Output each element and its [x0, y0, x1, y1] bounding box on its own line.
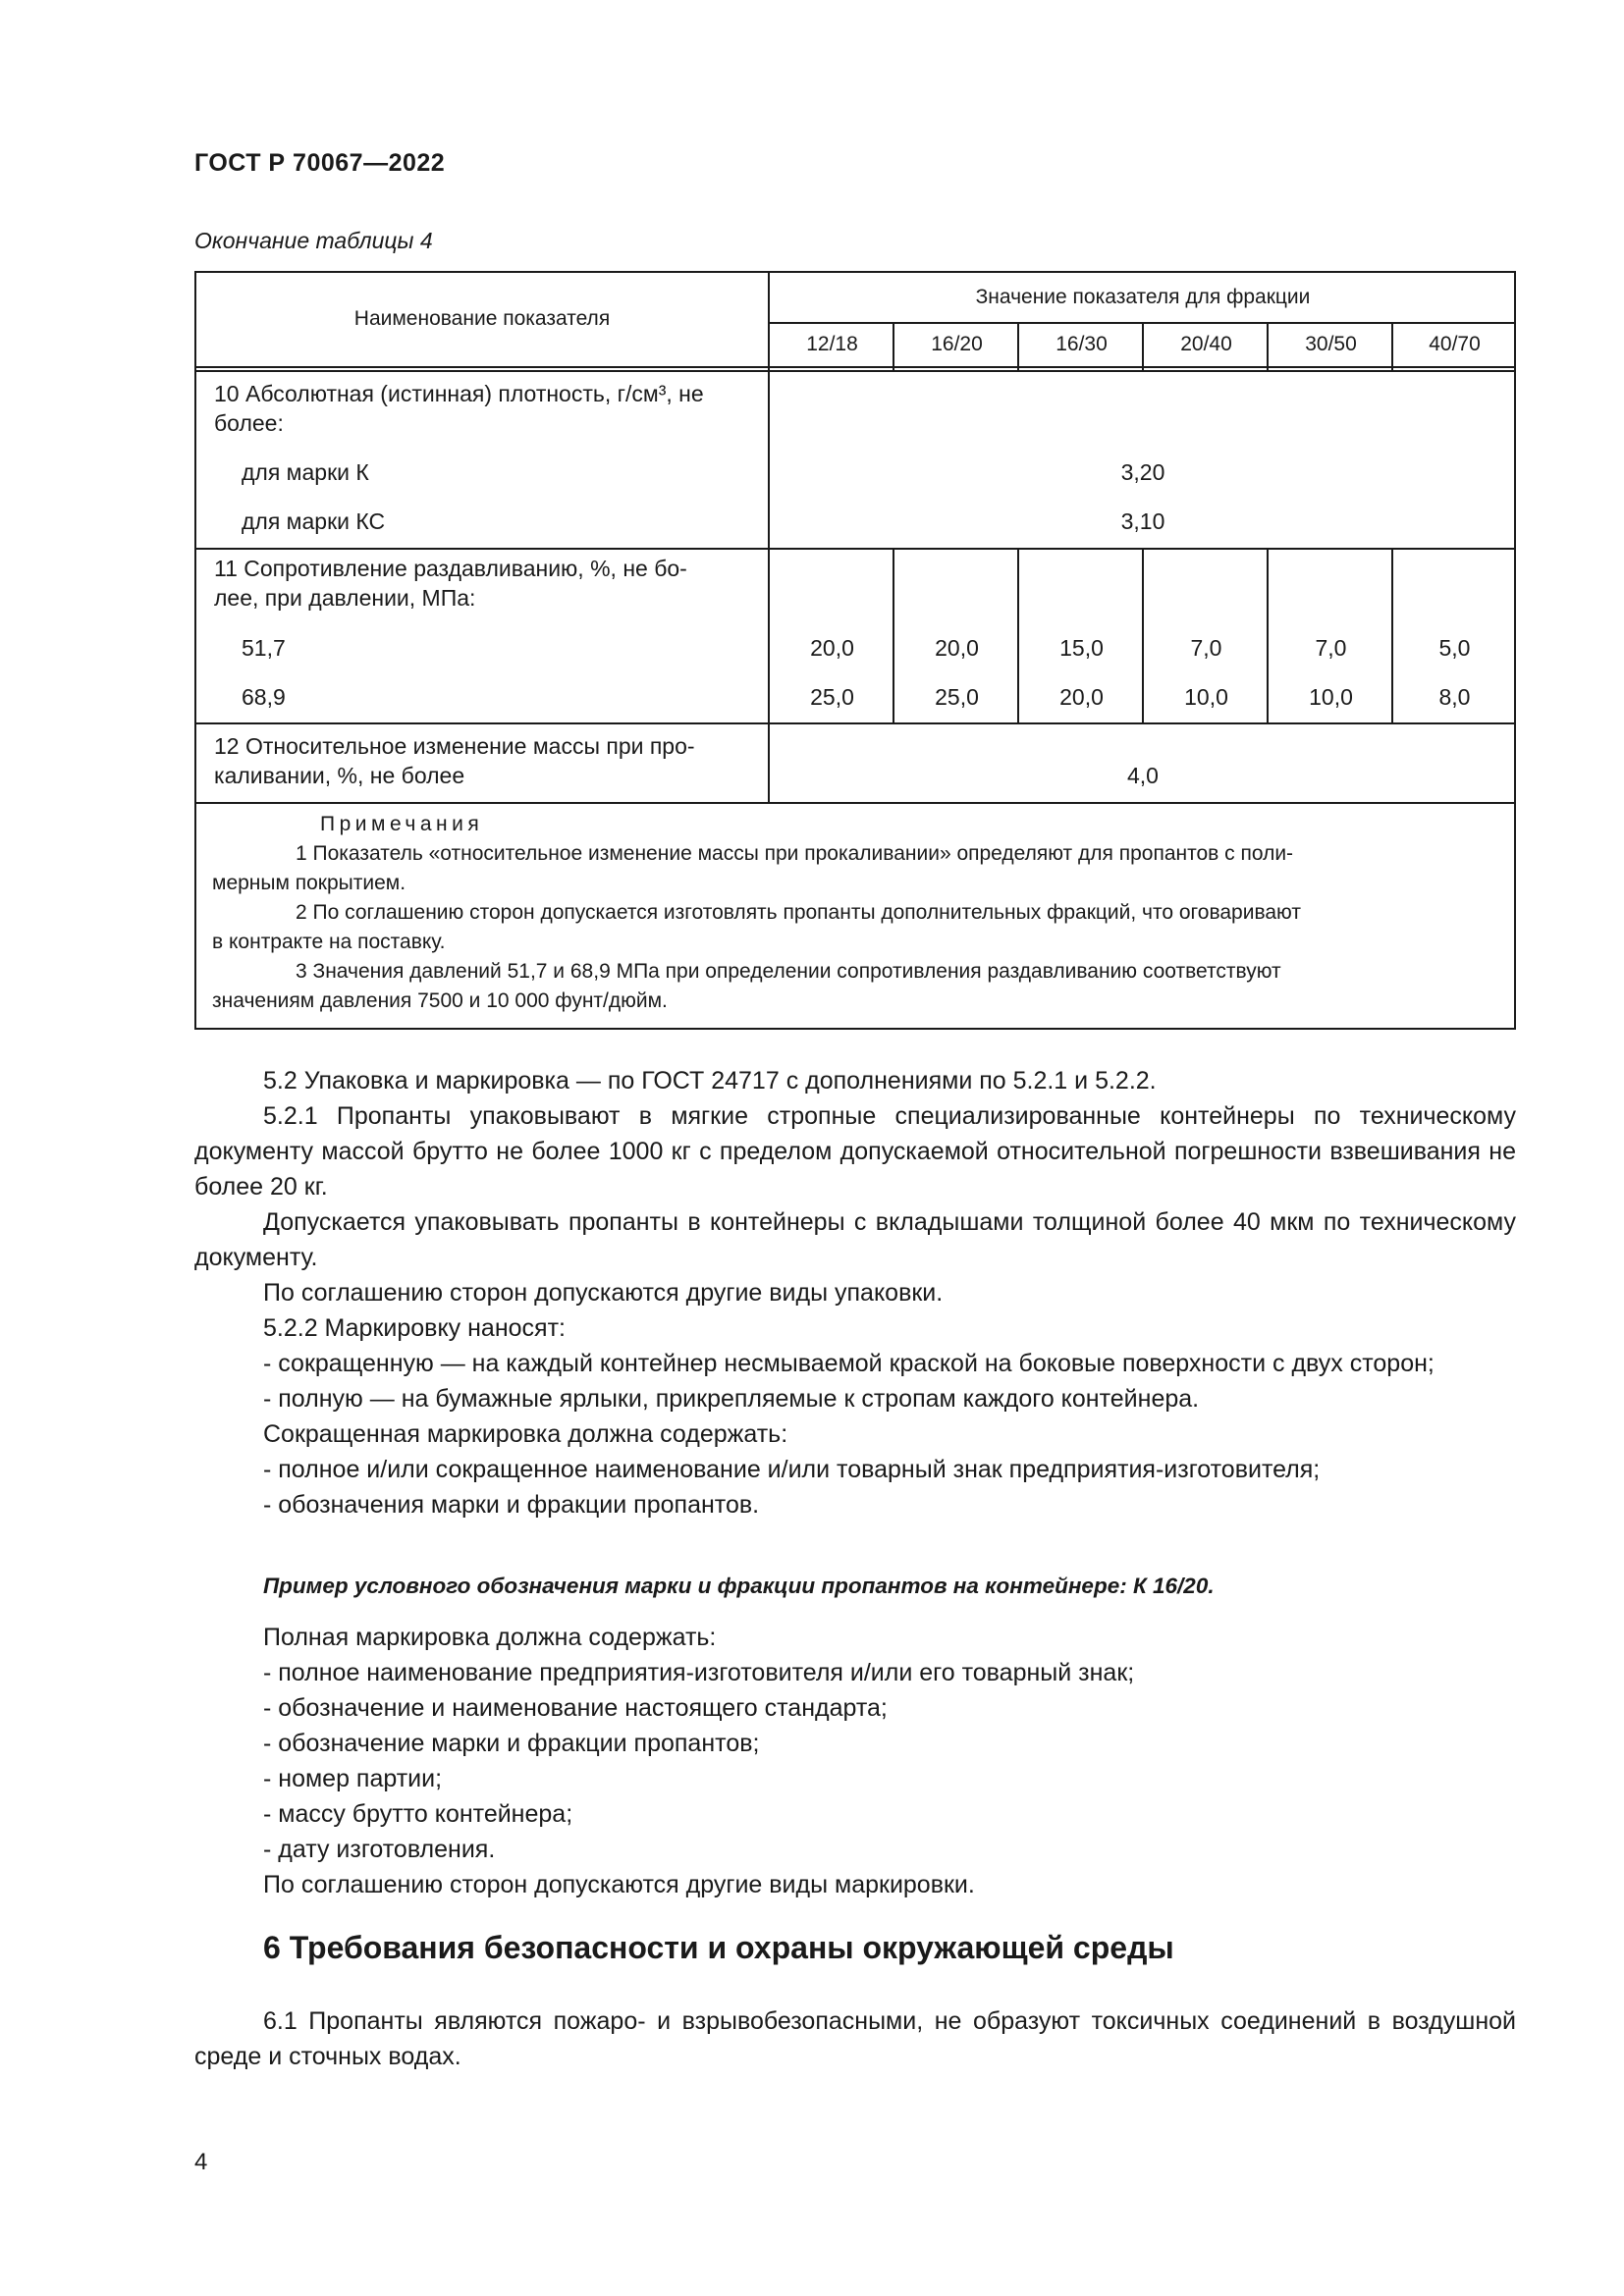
table-cell: 8,0 [1438, 684, 1471, 710]
row11-sub-label: 51,7 [242, 635, 286, 661]
fraction-header: 40/70 [1429, 333, 1481, 355]
table-cell: 20,0 [1059, 684, 1104, 710]
table-notes [212, 810, 1498, 1016]
row10-sub-value: 3,10 [1120, 508, 1165, 534]
column-header-values: Значение показателя для фракции [975, 286, 1311, 308]
table-cell: 25,0 [810, 684, 854, 710]
document-code: ГОСТ Р 70067—2022 [194, 149, 446, 177]
table-cell: 7,0 [1315, 635, 1347, 661]
row12-label-line2: каливании, %, не более [214, 763, 465, 788]
example-text: Пример условного обозначения марки и фракции пропантов на контейнере: К 16/20. [263, 1574, 1215, 1598]
list-item: - сокращенную — на каждый контейнер несмываемой краской на боковые поверхности с двух сторон; [263, 1350, 1435, 1377]
row12-label-line1: 12 Относительное изменение массы при про- [214, 733, 695, 759]
note-line: 2 По соглашению сторон допускается изготовлять пропанты дополнительных фракций, что оговаривают [296, 901, 1301, 924]
list-item: - обозначение марки и фракции пропантов; [263, 1730, 760, 1757]
row11-sub-label: 68,9 [242, 684, 286, 710]
paragraph: 5.2.2 Маркировку наносят: [263, 1314, 566, 1342]
row11-label-line1: 11 Сопротивление раздавливанию, %, не бо- [214, 556, 687, 581]
page-number: 4 [194, 2149, 208, 2175]
list-item: - полную — на бумажные ярлыки, прикрепляемые к стропам каждого контейнера. [263, 1385, 1200, 1413]
fraction-header: 12/18 [806, 333, 858, 355]
table-cell: 7,0 [1190, 635, 1222, 661]
section-5-2 [194, 1063, 1516, 1522]
column-header-name: Наименование показателя [353, 307, 611, 330]
table-cell: 20,0 [810, 635, 854, 661]
list-item: - обозначение и наименование настоящего стандарта; [263, 1694, 888, 1722]
table-cell: 10,0 [1184, 684, 1228, 710]
paragraph: Сокращенная маркировка должна содержать: [263, 1420, 788, 1448]
list-item: - массу брутто контейнера; [263, 1800, 573, 1828]
row10-sub-value: 3,20 [1120, 459, 1165, 485]
list-item: - полное наименование предприятия-изготовителя и/или его товарный знак; [263, 1659, 1135, 1686]
notes-title: Примечания [320, 813, 484, 835]
paragraph: По соглашению сторон допускаются другие виды упаковки. [263, 1279, 944, 1307]
table-cell: 25,0 [935, 684, 979, 710]
properties-table [194, 271, 1516, 1030]
table-cell: 10,0 [1309, 684, 1353, 710]
table-caption: Окончание таблицы 4 [194, 228, 433, 253]
paragraph: По соглашению сторон допускаются другие виды маркировки. [263, 1871, 975, 1898]
note-line: 1 Показатель «относительное изменение массы при прокаливании» определяют для пропантов с поли- [296, 842, 1294, 865]
fraction-header: 30/50 [1305, 333, 1357, 355]
list-item: - полное и/или сокращенное наименование и/или товарный знак предприятия-изготовителя; [263, 1456, 1321, 1483]
table-cell: 15,0 [1059, 635, 1104, 661]
paragraph: Полная маркировка должна содержать: [263, 1624, 717, 1651]
fraction-header: 16/20 [931, 333, 983, 355]
list-item: - дату изготовления. [263, 1836, 496, 1863]
table-cell: 5,0 [1438, 635, 1471, 661]
table-cell: 20,0 [935, 635, 979, 661]
paragraph: 6.1 Пропанты являются пожаро- и взрывобезопасными, не образуют токсичных соединений в воздушной среде и сточных водах. [194, 2007, 1516, 2070]
paragraph: 5.2.1 Пропанты упаковывают в мягкие стропные специализированные контейнеры по техническому документу массой брутто не более 1000 кг с пределом допускаемой относительной погрешности взвешивания не более 20 кг. [194, 1102, 1516, 1201]
example-block [194, 1569, 1516, 1604]
list-item: - обозначения марки и фракции пропантов. [263, 1491, 760, 1519]
row12-value: 4,0 [1127, 763, 1159, 788]
row10-sub-label: для марки К [242, 459, 369, 485]
row11-label-line2: лее, при давлении, МПа: [214, 585, 476, 611]
paragraph: 5.2 Упаковка и маркировка — по ГОСТ 24717 с дополнениями по 5.2.1 и 5.2.2. [263, 1067, 1157, 1095]
note-line: в контракте на поставку. [212, 931, 446, 953]
list-item: - номер партии; [263, 1765, 443, 1792]
row10-label-line2: более: [214, 410, 284, 436]
section-6-text [194, 2003, 1516, 2074]
row10-sub-label: для марки КС [242, 508, 386, 534]
note-line: 3 Значения давлений 51,7 и 68,9 МПа при определении сопротивления раздавливанию соответствуют [296, 960, 1281, 983]
note-line: мерным покрытием. [212, 872, 406, 894]
row10-label-line1: 10 Абсолютная (истинная) плотность, г/см³, не [214, 381, 704, 406]
paragraph: Допускается упаковывать пропанты в контейнеры с вкладышами толщиной более 40 мкм по техническому документу. [194, 1208, 1516, 1271]
full-marking-block [194, 1620, 1516, 1902]
note-line: значениям давления 7500 и 10 000 фунт/дюйм. [212, 989, 668, 1012]
fraction-header: 20/40 [1180, 333, 1232, 355]
fraction-header: 16/30 [1056, 333, 1108, 355]
section-6-title: 6 Требования безопасности и охраны окружающей среды [263, 1930, 1174, 1965]
